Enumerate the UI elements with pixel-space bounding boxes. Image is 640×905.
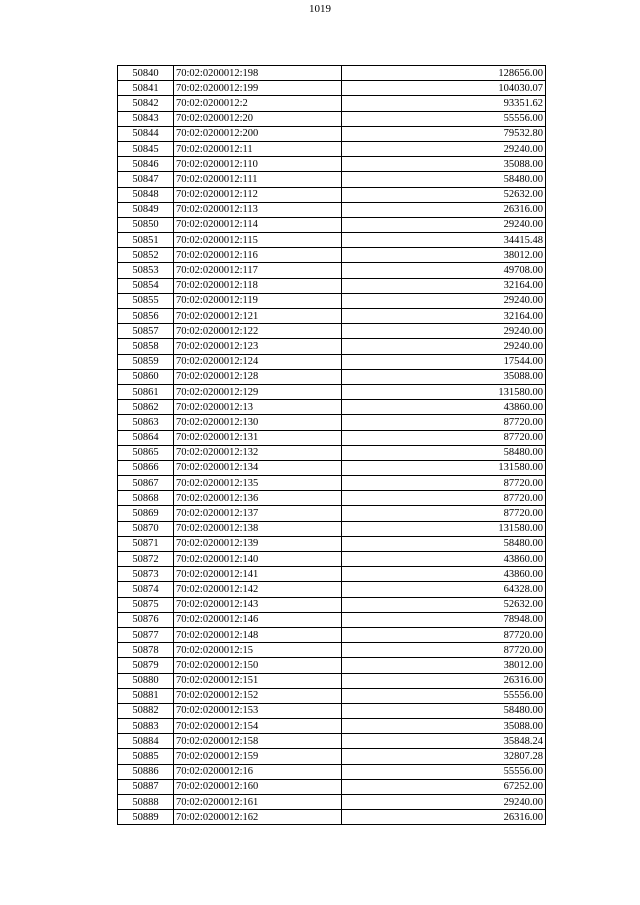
row-number: 50875: [118, 597, 174, 612]
value-cell: 131580.00: [342, 521, 546, 536]
table-row: [118, 673, 546, 688]
value-cell: 38012.00: [342, 248, 546, 263]
cadastral-number: 70:02:0200012:198: [174, 66, 342, 81]
cadastral-number: 70:02:0200012:132: [174, 445, 342, 460]
cadastral-number: 70:02:0200012:116: [174, 248, 342, 263]
row-number: 50879: [118, 658, 174, 673]
cadastral-number: 70:02:0200012:2: [174, 96, 342, 111]
value-cell: 131580.00: [342, 460, 546, 475]
table-row: [118, 81, 546, 96]
row-number: 50845: [118, 141, 174, 156]
row-number: 50886: [118, 764, 174, 779]
value-cell: 87720.00: [342, 476, 546, 491]
cadastral-number: 70:02:0200012:141: [174, 567, 342, 582]
value-cell: 29240.00: [342, 293, 546, 308]
cadastral-number: 70:02:0200012:110: [174, 157, 342, 172]
row-number: 50870: [118, 521, 174, 536]
table-row: [118, 324, 546, 339]
table-row: [118, 536, 546, 551]
value-cell: 55556.00: [342, 764, 546, 779]
cadastral-number: 70:02:0200012:199: [174, 81, 342, 96]
value-cell: 52632.00: [342, 187, 546, 202]
table-row: [118, 597, 546, 612]
value-cell: 29240.00: [342, 795, 546, 810]
value-cell: 93351.62: [342, 96, 546, 111]
table-row: [118, 293, 546, 308]
row-number: 50877: [118, 627, 174, 642]
cadastral-number: 70:02:0200012:134: [174, 460, 342, 475]
value-cell: 87720.00: [342, 643, 546, 658]
value-cell: 87720.00: [342, 491, 546, 506]
cadastral-number: 70:02:0200012:162: [174, 810, 342, 825]
table-body: [118, 66, 546, 825]
table-row: [118, 688, 546, 703]
cadastral-number: 70:02:0200012:20: [174, 111, 342, 126]
row-number: 50872: [118, 552, 174, 567]
table-row: [118, 795, 546, 810]
row-number: 50859: [118, 354, 174, 369]
value-cell: 55556.00: [342, 688, 546, 703]
row-number: 50883: [118, 719, 174, 734]
table-row: [118, 476, 546, 491]
table-row: [118, 491, 546, 506]
table-row: [118, 567, 546, 582]
cadastral-number: 70:02:0200012:135: [174, 476, 342, 491]
value-cell: 43860.00: [342, 400, 546, 415]
row-number: 50885: [118, 749, 174, 764]
table-row: [118, 248, 546, 263]
table-row: [118, 187, 546, 202]
table-row: [118, 384, 546, 399]
row-number: 50865: [118, 445, 174, 460]
cadastral-number: 70:02:0200012:161: [174, 795, 342, 810]
value-cell: 43860.00: [342, 567, 546, 582]
cadastral-number: 70:02:0200012:150: [174, 658, 342, 673]
cadastral-number: 70:02:0200012:129: [174, 384, 342, 399]
table-row: [118, 339, 546, 354]
row-number: 50887: [118, 779, 174, 794]
table-row: [118, 172, 546, 187]
value-cell: 38012.00: [342, 658, 546, 673]
value-cell: 29240.00: [342, 141, 546, 156]
table-row: [118, 506, 546, 521]
value-cell: 58480.00: [342, 536, 546, 551]
row-number: 50881: [118, 688, 174, 703]
row-number: 50880: [118, 673, 174, 688]
table-row: [118, 552, 546, 567]
value-cell: 17544.00: [342, 354, 546, 369]
value-cell: 64328.00: [342, 582, 546, 597]
value-cell: 35088.00: [342, 157, 546, 172]
table-row: [118, 66, 546, 81]
table-row: [118, 233, 546, 248]
row-number: 50866: [118, 460, 174, 475]
row-number: 50874: [118, 582, 174, 597]
row-number: 50850: [118, 217, 174, 232]
table-row: [118, 734, 546, 749]
table-row: [118, 141, 546, 156]
table-row: [118, 278, 546, 293]
table-row: [118, 749, 546, 764]
table-row: [118, 157, 546, 172]
cadastral-number: 70:02:0200012:160: [174, 779, 342, 794]
row-number: 50860: [118, 369, 174, 384]
row-number: 50871: [118, 536, 174, 551]
cadastral-number: 70:02:0200012:151: [174, 673, 342, 688]
table-row: [118, 217, 546, 232]
value-cell: 58480.00: [342, 172, 546, 187]
cadastral-number: 70:02:0200012:117: [174, 263, 342, 278]
row-number: 50849: [118, 202, 174, 217]
row-number: 50844: [118, 126, 174, 141]
table-row: [118, 202, 546, 217]
cadastral-number: 70:02:0200012:128: [174, 369, 342, 384]
row-number: 50868: [118, 491, 174, 506]
table-row: [118, 658, 546, 673]
row-number: 50846: [118, 157, 174, 172]
table-row: [118, 309, 546, 324]
cadastral-number: 70:02:0200012:124: [174, 354, 342, 369]
table-row: [118, 354, 546, 369]
table-row: [118, 460, 546, 475]
row-number: 50851: [118, 233, 174, 248]
value-cell: 32807.28: [342, 749, 546, 764]
cadastral-number: 70:02:0200012:146: [174, 612, 342, 627]
cadastral-number: 70:02:0200012:158: [174, 734, 342, 749]
cadastral-number: 70:02:0200012:122: [174, 324, 342, 339]
row-number: 50853: [118, 263, 174, 278]
value-cell: 67252.00: [342, 779, 546, 794]
cadastral-number: 70:02:0200012:152: [174, 688, 342, 703]
row-number: 50854: [118, 278, 174, 293]
table-row: [118, 627, 546, 642]
row-number: 50861: [118, 384, 174, 399]
cadastral-number: 70:02:0200012:153: [174, 703, 342, 718]
cadastral-number: 70:02:0200012:142: [174, 582, 342, 597]
table-row: [118, 764, 546, 779]
row-number: 50847: [118, 172, 174, 187]
cadastral-number: 70:02:0200012:121: [174, 309, 342, 324]
value-cell: 29240.00: [342, 324, 546, 339]
value-cell: 43860.00: [342, 552, 546, 567]
table-row: [118, 810, 546, 825]
data-table: [117, 65, 546, 825]
value-cell: 78948.00: [342, 612, 546, 627]
value-cell: 87720.00: [342, 430, 546, 445]
value-cell: 49708.00: [342, 263, 546, 278]
table-row: [118, 612, 546, 627]
cadastral-number: 70:02:0200012:138: [174, 521, 342, 536]
cadastral-number: 70:02:0200012:136: [174, 491, 342, 506]
row-number: 50863: [118, 415, 174, 430]
row-number: 50856: [118, 309, 174, 324]
row-number: 50889: [118, 810, 174, 825]
row-number: 50878: [118, 643, 174, 658]
row-number: 50862: [118, 400, 174, 415]
row-number: 50888: [118, 795, 174, 810]
cadastral-number: 70:02:0200012:139: [174, 536, 342, 551]
row-number: 50843: [118, 111, 174, 126]
row-number: 50855: [118, 293, 174, 308]
table-row: [118, 643, 546, 658]
value-cell: 35088.00: [342, 369, 546, 384]
row-number: 50842: [118, 96, 174, 111]
row-number: 50858: [118, 339, 174, 354]
table-row: [118, 430, 546, 445]
cadastral-number: 70:02:0200012:131: [174, 430, 342, 445]
cadastral-number: 70:02:0200012:159: [174, 749, 342, 764]
table-row: [118, 126, 546, 141]
value-cell: 35848.24: [342, 734, 546, 749]
value-cell: 58480.00: [342, 445, 546, 460]
value-cell: 26316.00: [342, 202, 546, 217]
value-cell: 35088.00: [342, 719, 546, 734]
cadastral-number: 70:02:0200012:137: [174, 506, 342, 521]
value-cell: 87720.00: [342, 627, 546, 642]
cadastral-number: 70:02:0200012:140: [174, 552, 342, 567]
cadastral-number: 70:02:0200012:130: [174, 415, 342, 430]
table-row: [118, 415, 546, 430]
value-cell: 26316.00: [342, 810, 546, 825]
cadastral-number: 70:02:0200012:13: [174, 400, 342, 415]
table-row: [118, 400, 546, 415]
row-number: 50840: [118, 66, 174, 81]
cadastral-number: 70:02:0200012:148: [174, 627, 342, 642]
cadastral-number: 70:02:0200012:118: [174, 278, 342, 293]
value-cell: 79532.80: [342, 126, 546, 141]
value-cell: 87720.00: [342, 415, 546, 430]
row-number: 50873: [118, 567, 174, 582]
cadastral-number: 70:02:0200012:11: [174, 141, 342, 156]
table-row: [118, 445, 546, 460]
row-number: 50884: [118, 734, 174, 749]
table-row: [118, 703, 546, 718]
row-number: 50867: [118, 476, 174, 491]
row-number: 50882: [118, 703, 174, 718]
row-number: 50869: [118, 506, 174, 521]
cadastral-number: 70:02:0200012:200: [174, 126, 342, 141]
row-number: 50876: [118, 612, 174, 627]
value-cell: 32164.00: [342, 278, 546, 293]
row-number: 50864: [118, 430, 174, 445]
table-row: [118, 582, 546, 597]
value-cell: 131580.00: [342, 384, 546, 399]
value-cell: 58480.00: [342, 703, 546, 718]
cadastral-number: 70:02:0200012:16: [174, 764, 342, 779]
table-row: [118, 779, 546, 794]
cadastral-number: 70:02:0200012:15: [174, 643, 342, 658]
value-cell: 29240.00: [342, 217, 546, 232]
value-cell: 34415.48: [342, 233, 546, 248]
cadastral-number: 70:02:0200012:111: [174, 172, 342, 187]
cadastral-number: 70:02:0200012:154: [174, 719, 342, 734]
table-row: [118, 719, 546, 734]
value-cell: 52632.00: [342, 597, 546, 612]
table-row: [118, 263, 546, 278]
cadastral-number: 70:02:0200012:115: [174, 233, 342, 248]
cadastral-number: 70:02:0200012:112: [174, 187, 342, 202]
value-cell: 87720.00: [342, 506, 546, 521]
row-number: 50841: [118, 81, 174, 96]
table-row: [118, 96, 546, 111]
row-number: 50848: [118, 187, 174, 202]
value-cell: 104030.07: [342, 81, 546, 96]
table-row: [118, 521, 546, 536]
cadastral-number: 70:02:0200012:123: [174, 339, 342, 354]
value-cell: 128656.00: [342, 66, 546, 81]
table-row: [118, 369, 546, 384]
value-cell: 32164.00: [342, 309, 546, 324]
value-cell: 55556.00: [342, 111, 546, 126]
value-cell: 26316.00: [342, 673, 546, 688]
cadastral-number: 70:02:0200012:114: [174, 217, 342, 232]
row-number: 50852: [118, 248, 174, 263]
table-row: [118, 111, 546, 126]
value-cell: 29240.00: [342, 339, 546, 354]
cadastral-number: 70:02:0200012:143: [174, 597, 342, 612]
page-number: 1019: [309, 3, 331, 15]
row-number: 50857: [118, 324, 174, 339]
cadastral-number: 70:02:0200012:113: [174, 202, 342, 217]
cadastral-number: 70:02:0200012:119: [174, 293, 342, 308]
